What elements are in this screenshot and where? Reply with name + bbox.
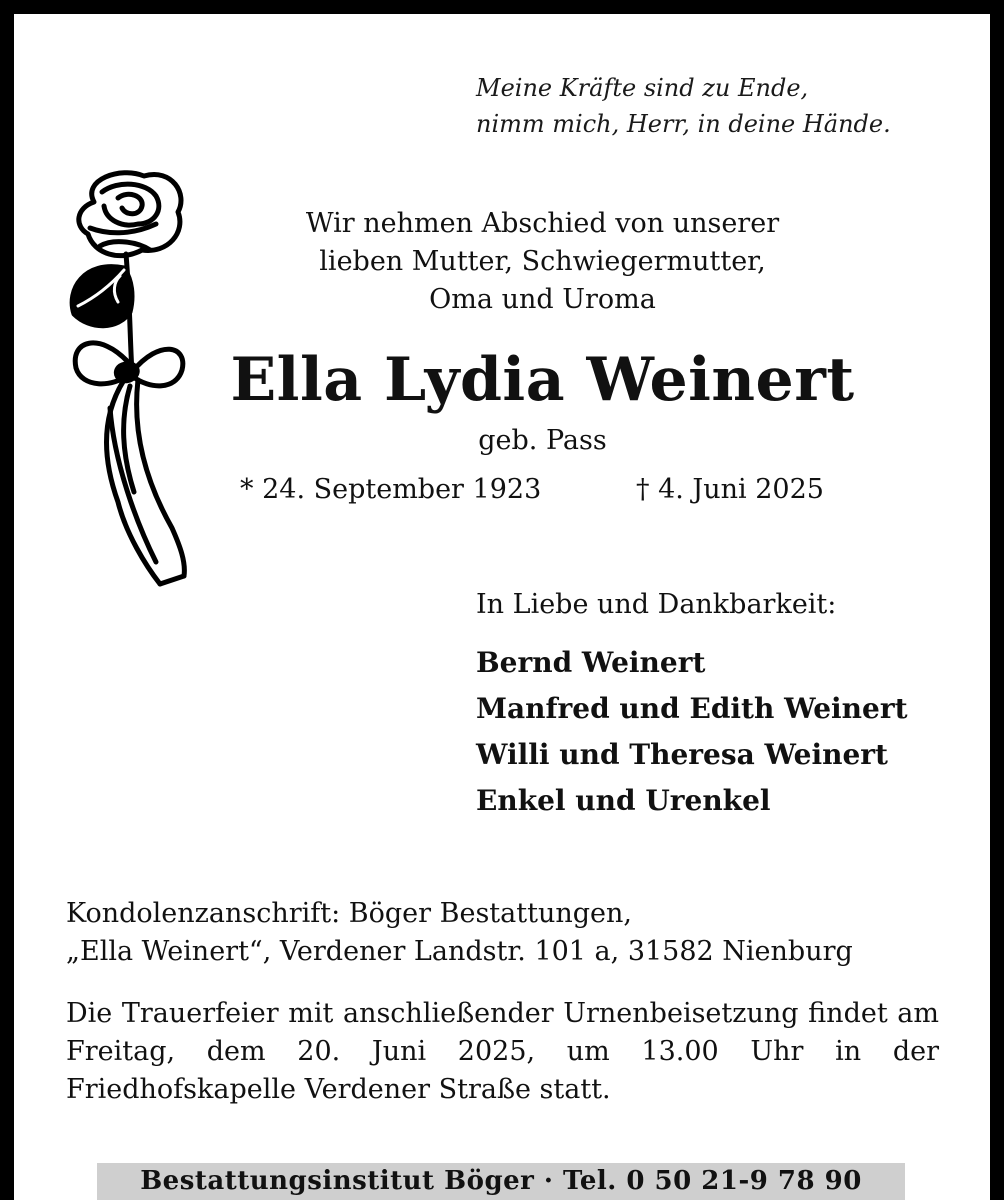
intro-line-3: Oma und Uroma — [429, 284, 656, 315]
condolence-line-1: Kondolenzanschrift: Böger Bestattungen, — [66, 898, 632, 929]
mourner: Manfred und Edith Weinert — [476, 692, 908, 725]
mourners-list — [476, 640, 908, 824]
condolence-address — [66, 895, 936, 971]
service-line-2: findet am Freitag, dem 20. Juni 2025, um 13.00 Uhr in — [66, 998, 939, 1067]
intro-text — [250, 205, 835, 319]
intro-line-2: lieben Mutter, Schwiegermutter, — [319, 246, 766, 277]
deceased-name: Ella Lydia Weinert — [230, 345, 855, 415]
condolence-line-2: „Ella Weinert“, Verdener Landstr. 101 a, 31582 Nienburg — [66, 936, 853, 967]
verse-line-1: Meine Kräfte sind zu Ende, — [476, 74, 809, 102]
death-date: † 4. Juni 2025 — [636, 474, 824, 505]
closing-line: In Liebe und Dankbarkeit: — [476, 589, 837, 620]
service-line-3: der Friedhofskapelle Verdener Straße statt. — [66, 1036, 939, 1105]
service-info — [66, 995, 939, 1109]
mourner: Enkel und Urenkel — [476, 784, 771, 817]
service-line-1: Die Trauerfeier mit anschließender Urnenbeisetzung — [66, 998, 799, 1029]
birth-name: geb. Pass — [478, 425, 607, 456]
rose-icon — [60, 162, 195, 592]
intro-line-1: Wir nehmen Abschied von unserer — [305, 208, 780, 239]
birth-date: * 24. September 1923 — [240, 474, 542, 505]
funeral-home-footer: Bestattungsinstitut Böger · Tel. 0 50 21-9 78 90 — [97, 1163, 905, 1200]
verse-line-2: nimm mich, Herr, in deine Hände. — [476, 110, 891, 138]
mourner: Bernd Weinert — [476, 646, 706, 679]
verse — [476, 70, 891, 142]
mourner: Willi und Theresa Weinert — [476, 738, 888, 771]
